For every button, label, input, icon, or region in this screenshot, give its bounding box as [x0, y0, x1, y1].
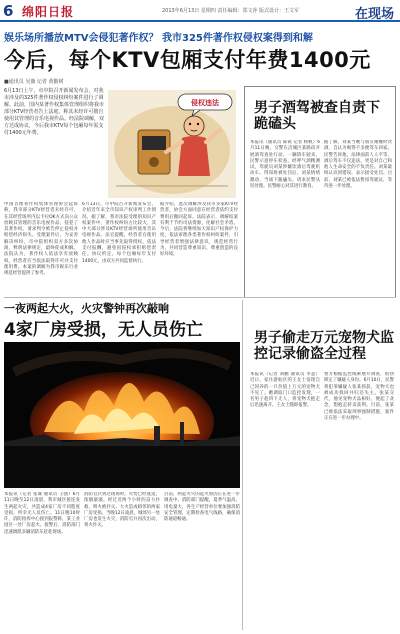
- newspaper-logo: 绵阳日报: [22, 5, 75, 19]
- section-divider: [4, 297, 396, 298]
- sidebar2-headline: 男子偷走万元宠物犬监控记录偷盗全过程: [254, 330, 394, 362]
- column-divider: [242, 300, 243, 630]
- lead-column-2: 6月13日，市中院召开新闻发布会，介绍近年来全市知识产权审判工作情况。据了解，我市法院受理的知识产权案件中，著作权纠纷占比较大，其中大部分涉及KTV经营场所使用音乐电视作品。法官提醒，经营者在使用他人作品时应当事先取得授权，依法支付报酬，避免因侵权承担赔偿责任。协议约定，每个包厢每年支付1400元，由双方共同监督执行。: [82, 202, 156, 264]
- sidebar2-column-2: 警方根据监控线索展开调查，很快锁定了嫌疑人身份。6月10日，民警将犯罪嫌疑人张某抓获，宠物犬也被成功找回并归还失主。张某交代，他见宠物犬品相好，便起了贪念，想抱走转卖获利。目前，张某已被依法采取刑事强制措施，案件正在进一步办理中。: [324, 372, 394, 422]
- lead-column-1: 中国音像著作权集体管理协会起诉称，我市部分KTV经营者未经许可，在其经营场所内以卡拉OK方式向公众放映其管理的音乐电视作品，侵犯了其著作权，请求判令被告停止侵权并赔偿经济损失。受理案件后，为妥善解决纠纷，市中院组织双方多次协商，释明法律规定，最终促成和解。法院认为，著作权人依法享有放映权，经营者应当依法取得许可并支付使用费。本案的调解为我市娱乐行业规范经营提供了参考。: [4, 202, 78, 277]
- cartoon-illustration: [108, 90, 236, 198]
- lead-headline: 今后，每个KTV包厢支付年费1400元: [4, 48, 371, 72]
- sidebar2-column-1: 本报讯（记者 刘鹏 通讯员 李慧）近日，家住游仙区的王女士发现自己饲养的一只价值上万元的宠物犬不见了。她调取门口监控发现，一名男子趁四下无人，将宠物犬抱走后迅速离开。王女士随即报警。: [250, 372, 320, 409]
- lead-summary-text: 6月13日上午，市中院召开新闻发布会，对我市涉及的325件著作权侵权纠纷案件进行了调解。此前，国内某著作权集体管理组织将我市部分KTV经营者告上法庭，称其未经许可擅自使用其管理的音乐电视作品。经法院调解，双方达成协议，今后我市KTV每个包厢每年需支付1400元年费。: [4, 88, 105, 136]
- lead-column-3: 据介绍，此次调解涉及我市多家KTV经营者，协会方面同意在经营者依约支付费用后撤回起诉。法院表示，调解结案有利于节约司法资源，化解社会矛盾。今后，法院将继续加大知识产权保护力度，依法审理各类著作权纠纷案件，引导经营者增强法律意识，规范经营行为，共同营造尊重知识、尊重创造的良好环境。: [160, 202, 238, 258]
- page-number: 6: [3, 2, 14, 20]
- fire-column-3: 目前，两起火灾的起火原因正在进一步调查中。消防部门提醒，夏季气温高，用电量大，各生产经营单位要加强消防安全管理，定期检查电气线路，确保消防通道畅通。: [164, 492, 240, 523]
- lead-byline: ■通讯员 吴薇 记者 黄勤树: [4, 79, 64, 85]
- fire-column-2: 消防官兵到达现场时，火势已经蔓延，浓烟滚滚。经过近两个小时的奋力扑救，明火被扑灭。大火造成相邻的两家厂房受损。当晚12日凌晨，城郊另一处厂房也发生火灾，消防官兵再次出动，将火扑灭。: [84, 492, 160, 529]
- page-header: [0, 0, 400, 22]
- fire-kicker: 一夜两起大火，火灾警钟再次敲响: [4, 302, 169, 315]
- sidebar-column-2: 据了解，刘某当晚与朋友聚餐时饮酒，自认为喝得不多便驾车回家。民警告诉他，法律面前人人平等，酒后驾车不仅违法，更是对自己和他人生命安全的不负责任。刘某最终认识到错误，表示接受处罚。目前，刘某已被依法暂扣驾驶证，等待进一步处理。: [324, 140, 392, 190]
- speech-bubble-text: 侵权违法: [191, 99, 219, 107]
- fire-photo: [4, 342, 240, 488]
- lead-kicker: 娱乐场所播放MTV会侵犯著作权？ 我市325件著作权侵权案得到和解: [4, 33, 313, 44]
- fire-column-1: 本报讯（记者 张诚 通讯员 王强）6月11日晚至12日凌晨，我市城区接连发生两起火灾，共造成4家厂房不同程度受损，所幸无人员伤亡。11日晚10时许，消防指挥中心接到报警称，某工业园区一处厂房起火。接警后，消防部门迅速调派多辆消防车赶赴现场。: [4, 492, 80, 535]
- sidebar-column-1: 本报讯（通讯员 陈锐 记者 杨帆）6月11日晚，交警在涪城区某路段开展酒驾查处行动。一辆轿车驶来，民警示意停车检查。经呼气酒精测试，驾驶员刘某涉嫌饮酒后驾驶机动车。得知将被处罚后，刘某情绪激动，当场下跪磕头，请求民警从轻处理。民警耐心对其进行教育。: [250, 140, 320, 190]
- section-title: 在现场: [354, 7, 394, 22]
- sidebar-headline: 男子酒驾被查自责下跪磕头: [254, 100, 380, 132]
- lead-summary: [4, 88, 104, 170]
- fire-headline: 4家厂房受损，无人员伤亡: [4, 320, 203, 340]
- date-line: 2013年6月13日 星期四 责任编辑：郑文萍 版式设计：王文军: [162, 8, 300, 14]
